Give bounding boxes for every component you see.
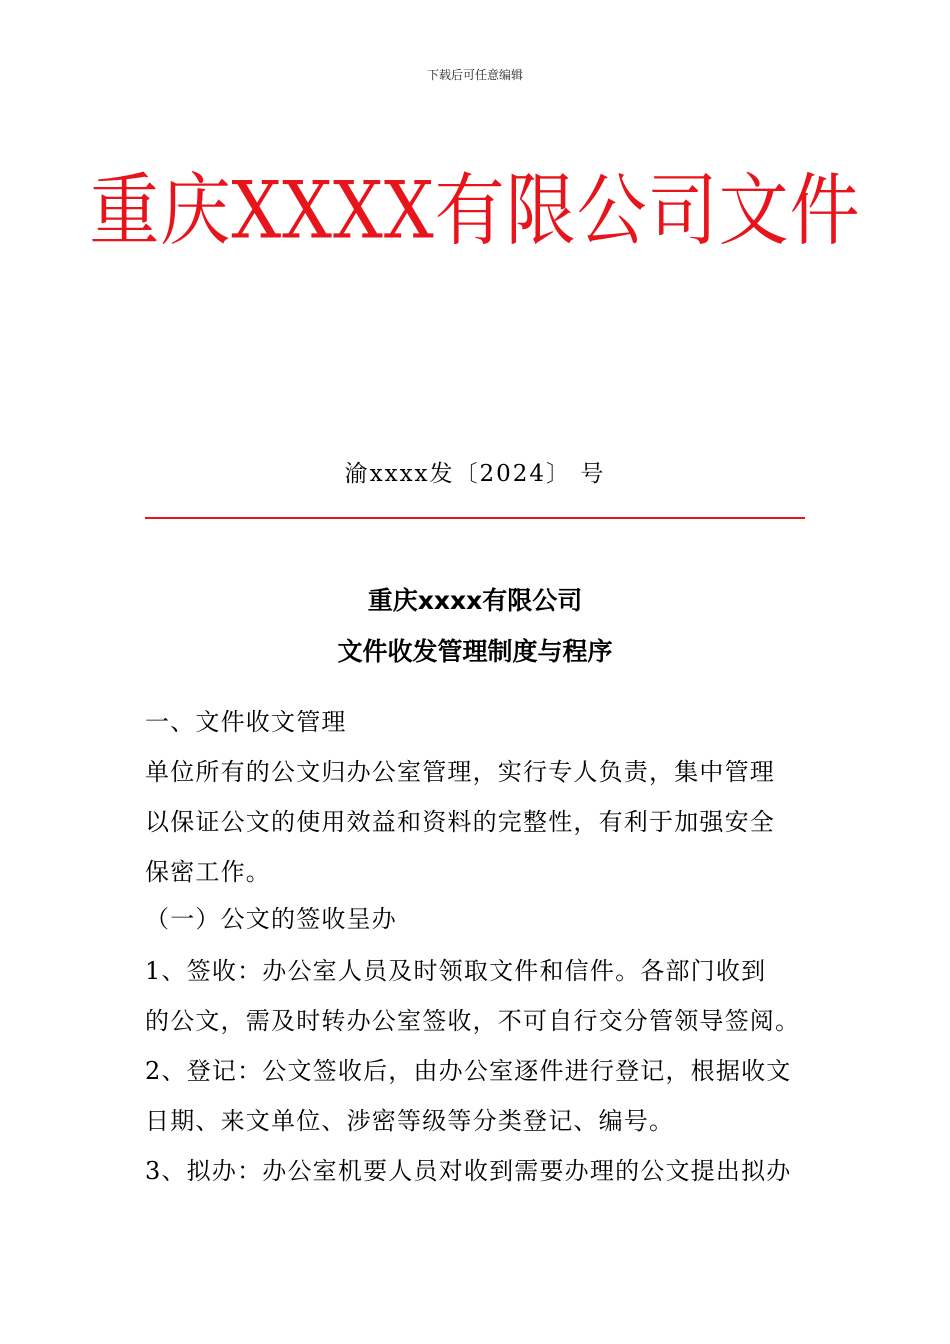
list-item-line: 3、拟办：办公室机要人员对收到需要办理的公文提出拟办 xyxy=(145,1157,792,1185)
list-item-line: 2、登记：公文签收后，由办公室逐件进行登记，根据收文 xyxy=(145,1057,792,1085)
paragraph-line: 单位所有的公文归办公室管理，实行专人负责，集中管理 xyxy=(145,758,775,786)
policy-heading: 文件收发管理制度与程序 xyxy=(337,637,613,666)
section-heading: 一、文件收文管理 xyxy=(145,708,347,736)
document-number: 渝xxxx发〔2024〕 号 xyxy=(344,461,606,487)
paragraph-line: 以保证公文的使用效益和资料的完整性，有利于加强安全 xyxy=(145,808,775,836)
red-divider-line xyxy=(145,517,805,519)
document-title: 重庆XXXX有限公司文件 xyxy=(89,164,861,257)
paragraph-line: 保密工作。 xyxy=(145,858,271,886)
company-heading: 重庆xxxx有限公司 xyxy=(367,586,583,615)
list-item-line: 1、签收：办公室人员及时领取文件和信件。各部门收到 xyxy=(145,957,767,985)
subsection-heading: （一）公文的签收呈办 xyxy=(145,905,397,933)
header-note: 下载后可任意编辑 xyxy=(426,68,523,82)
list-item-line: 日期、来文单位、涉密等级等分类登记、编号。 xyxy=(145,1107,675,1135)
list-item-line: 的公文，需及时转办公室签收，不可自行交分管领导签阅。 xyxy=(145,1007,801,1035)
